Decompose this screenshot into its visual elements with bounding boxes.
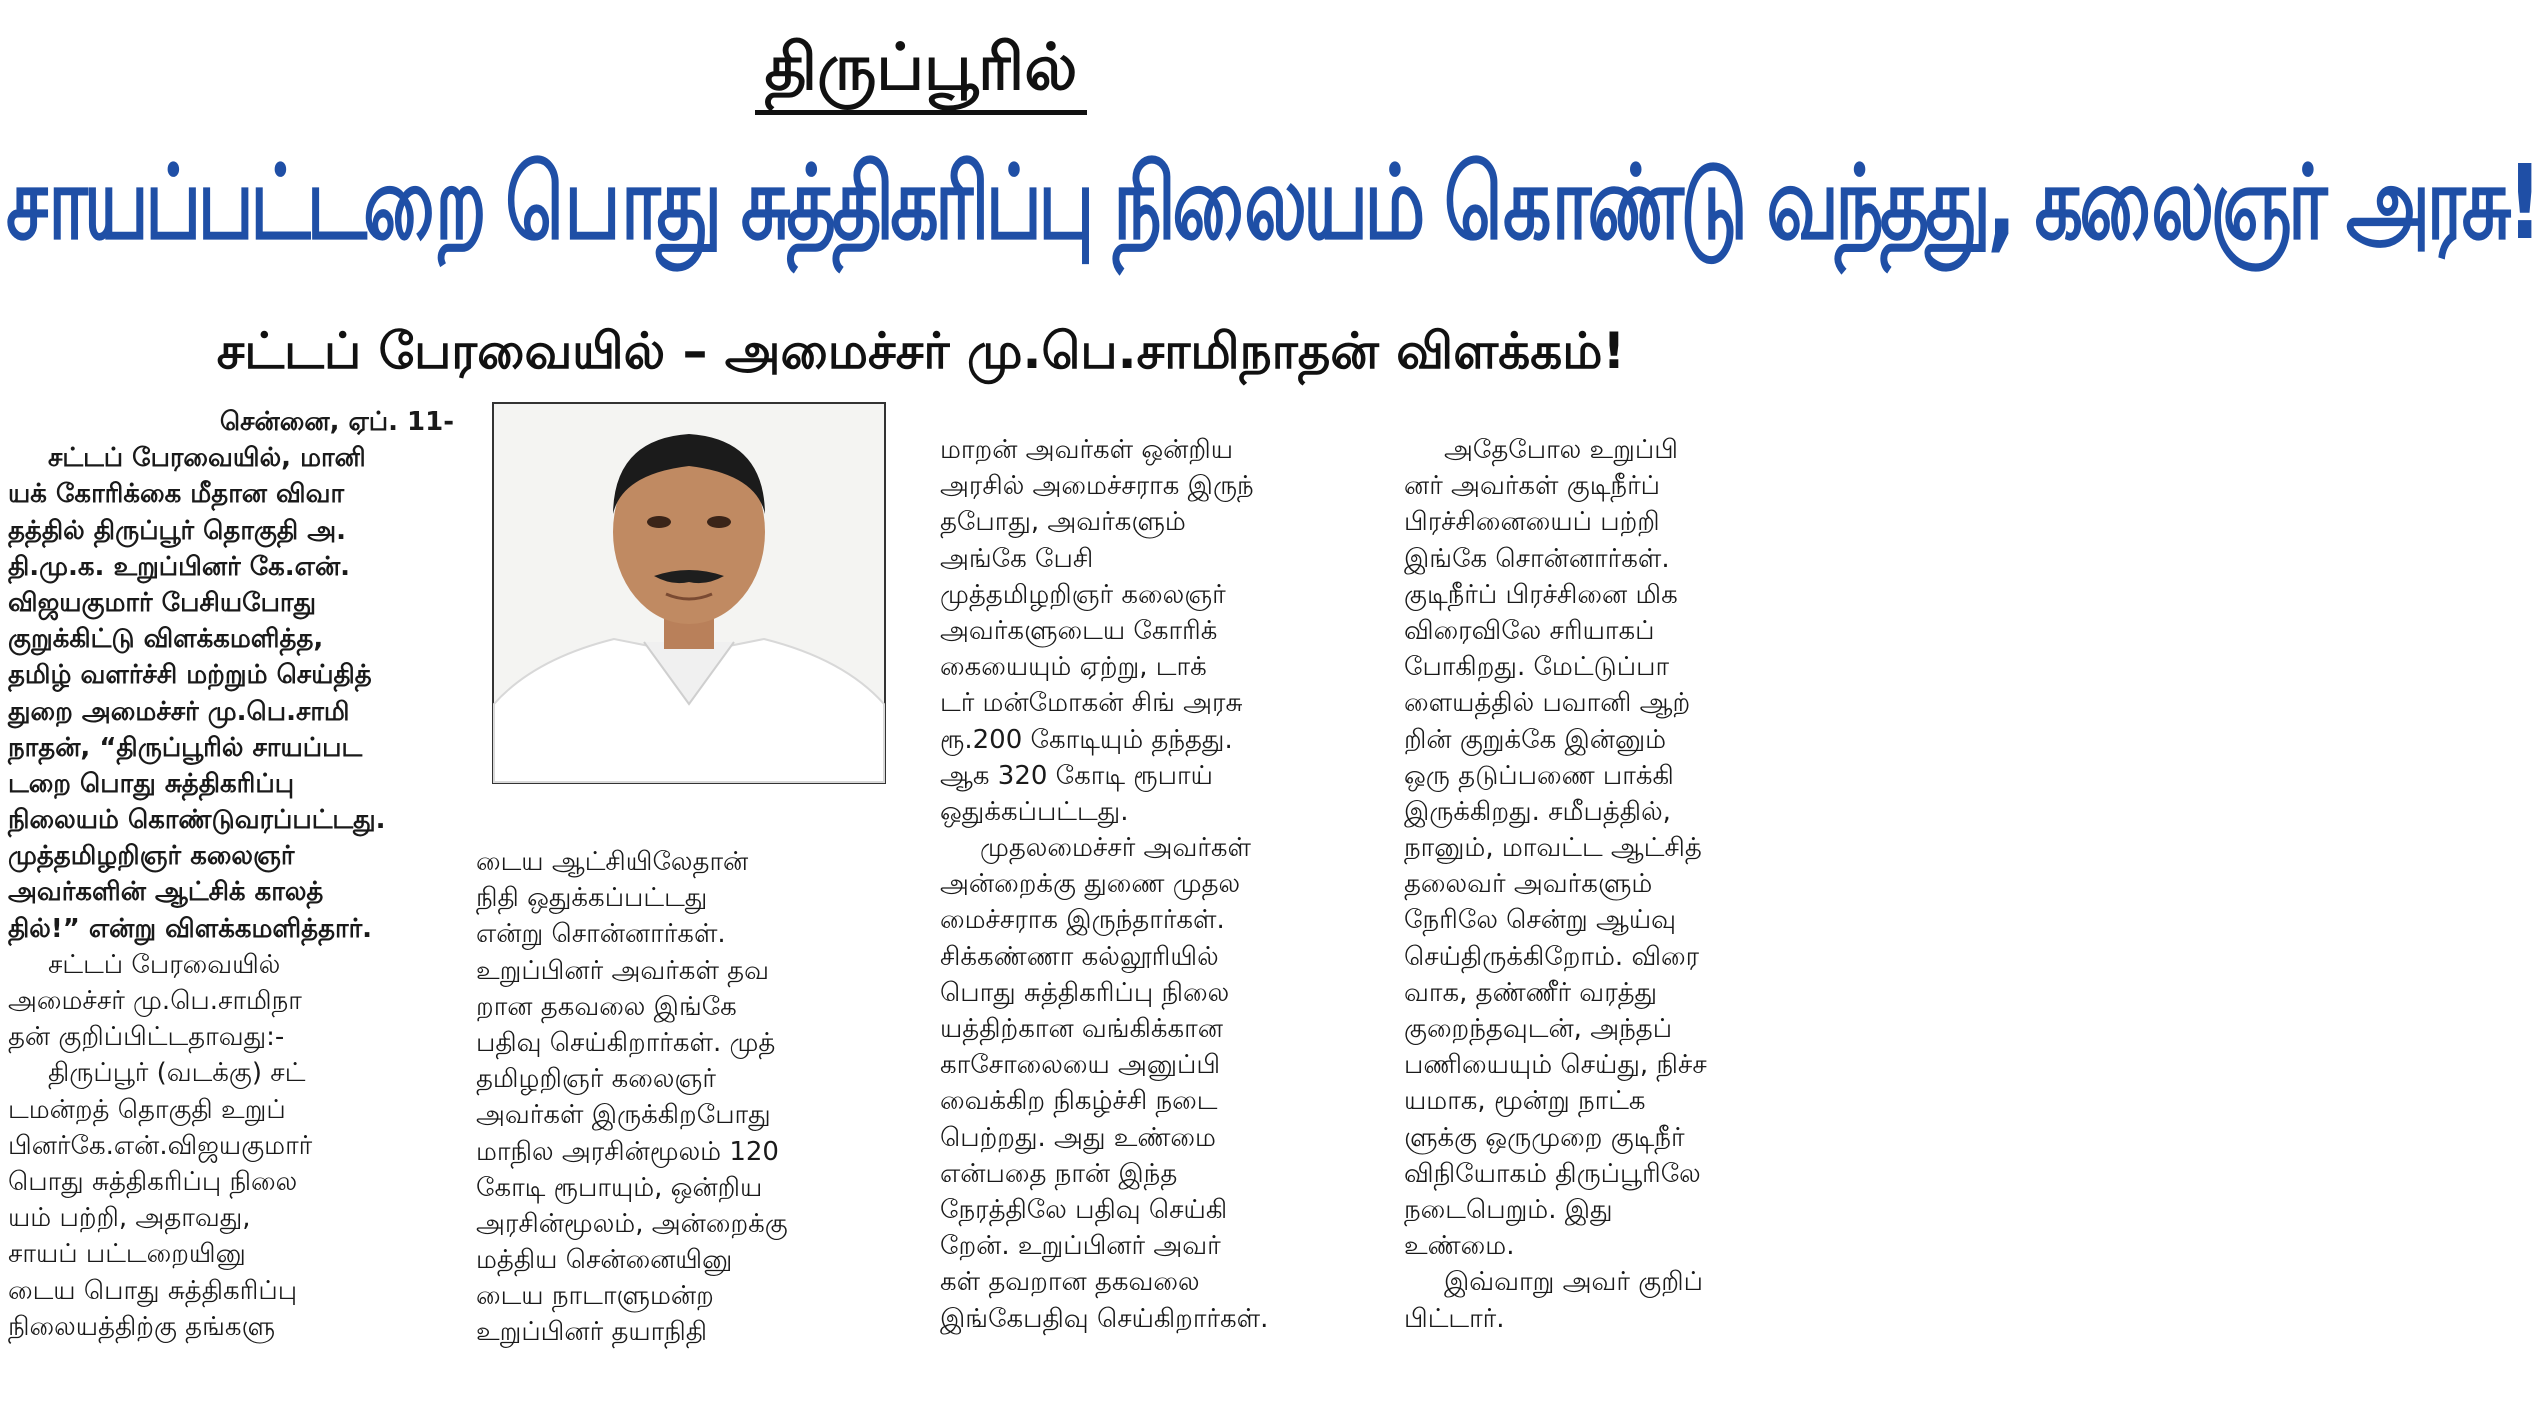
column-line: நிதி ஒதுக்கப்பட்டது — [476, 883, 708, 914]
kicker-text: திருப்பூரில் — [755, 28, 1088, 115]
column-line: பெற்றது. அது உண்மை — [940, 1122, 1216, 1153]
column-line: முதலமைச்சர் அவர்கள் — [980, 833, 1252, 864]
column-line: ரூ.200 கோடியும் தந்தது. — [940, 724, 1233, 755]
column-line: விஜயகுமார் பேசியபோது — [8, 587, 317, 618]
column-line: பதிவு செய்கிறார்கள். முத் — [476, 1027, 776, 1058]
article-column-4 — [1404, 432, 1838, 1337]
column-line: யம் பற்றி, அதாவது, — [8, 1203, 251, 1234]
column-line: அரசில் அமைச்சராக இருந் — [940, 471, 1254, 502]
column-line: நிலையம் கொண்டுவரப்பட்டது. — [8, 805, 386, 836]
column-line: தபோது, அவர்களும் — [940, 507, 1186, 538]
column-line: றேன். உறுப்பினர் அவர் — [940, 1231, 1221, 1262]
column-line: பொது சுத்திகரிப்பு நிலை — [940, 977, 1230, 1008]
column-line: விநியோகம் திருப்பூரிலே — [1404, 1158, 1701, 1189]
column-line: நிலையத்திற்கு தங்களு — [8, 1311, 276, 1342]
column-line: ஆக 320 கோடி ரூபாய் — [940, 760, 1213, 791]
column-line: ஒதுக்கப்பட்டது. — [940, 796, 1129, 827]
column-line: பிரச்சினையைப் பற்றி — [1404, 507, 1660, 538]
column-line: யக் கோரிக்கை மீதான விவா — [8, 479, 345, 510]
column-line: முத்தமிழறிஞர் கலைஞர் — [8, 841, 295, 872]
column-line: சாயப் பட்டறையினு — [8, 1239, 246, 1270]
column-line: ளையத்தில் பவானி ஆற் — [1404, 688, 1691, 719]
column-line: றின் குறுக்கே இன்னும் — [1404, 724, 1667, 755]
column-line: உறுப்பினர் அவர்கள் தவ — [476, 955, 769, 986]
column-line: செய்திருக்கிறோம். விரை — [1404, 941, 1700, 972]
column-line: மத்திய சென்னையினு — [476, 1245, 733, 1276]
column-line: நேரத்திலே பதிவு செய்கி — [940, 1194, 1228, 1225]
column-line: அவர்களின் ஆட்சிக் காலத் — [8, 877, 324, 908]
column-line: ளுக்கு ஒருமுறை குடிநீர் — [1404, 1122, 1685, 1153]
column-line: பினர்கே.என்.விஜயகுமார் — [8, 1130, 313, 1161]
column-line: தத்தில் திருப்பூர் தொகுதி அ. — [8, 515, 347, 546]
column-line: போகிறது. மேட்டுப்பா — [1404, 652, 1670, 683]
column-line: நானும், மாவட்ட ஆட்சித் — [1404, 833, 1702, 864]
column-line: துறை அமைச்சர் மு.பெ.சாமி — [8, 696, 350, 727]
column-line: இங்கே சொன்னார்கள். — [1404, 543, 1670, 574]
column-line: வாக, தண்ணீர் வரத்து — [1404, 977, 1658, 1008]
column-line: நடைபெறும். இது — [1404, 1194, 1613, 1225]
column-line: வைக்கிற நிகழ்ச்சி நடை — [940, 1086, 1218, 1117]
column-line: அங்கே பேசி — [940, 543, 1094, 574]
article-column-3 — [940, 432, 1380, 1337]
column-line: கள் தவறான தகவலை — [940, 1267, 1200, 1298]
column-line: டர் மன்மோகன் சிங் அரசு — [940, 688, 1243, 719]
column-line: சட்டப் பேரவையில் — [48, 949, 281, 980]
column-line: இருக்கிறது. சமீபத்தில், — [1404, 796, 1671, 827]
column-line: அமைச்சர் மு.பெ.சாமிநா — [8, 986, 302, 1016]
column-line: டைய பொது சுத்திகரிப்பு — [8, 1275, 298, 1306]
kicker-heading — [0, 28, 1842, 115]
column-line: டைய நாடாளுமன்ற — [476, 1281, 714, 1312]
column-line: திருப்பூர் (வடக்கு) சட் — [48, 1058, 306, 1089]
column-line: அவர்கள் இருக்கிறபோது — [476, 1100, 771, 1131]
subheadline: சட்டப் பேரவையில் – அமைச்சர் மு.பெ.சாமிநாதன் விளக்கம்! — [216, 322, 1626, 380]
column-line: டமன்றத் தொகுதி உறுப் — [8, 1094, 286, 1125]
headline: சாயப்பட்டறை பொது சுத்திகரிப்பு நிலையம் கொண்டு வந்தது, கலைஞர் அரசு! — [6, 142, 2538, 263]
column-line: யத்திற்கான வங்கிக்கான — [940, 1014, 1223, 1044]
column-line: நாதன், “திருப்பூரில் சாயப்பட — [8, 732, 363, 763]
column-line: குறுக்கிட்டு விளக்கமளித்த, — [8, 624, 324, 655]
column-line: பிட்டார். — [1404, 1303, 1505, 1334]
column-line: முத்தமிழறிஞர் கலைஞர் — [940, 579, 1226, 610]
column-line: அவர்களுடைய கோரிக் — [940, 615, 1218, 646]
column-line: பணியையும் செய்து, நிச்ச — [1404, 1050, 1707, 1081]
column-line: குறைந்தவுடன், அந்தப் — [1404, 1014, 1673, 1044]
column-line: சட்டப் பேரவையில், மானி — [48, 443, 366, 474]
column-line: உண்மை. — [1404, 1231, 1515, 1262]
column-line: என்பதை நான் இந்த — [940, 1158, 1178, 1189]
dateline: சென்னை, ஏப். 11- — [219, 407, 454, 437]
column-line: தில்!” என்று விளக்கமளித்தார். — [8, 913, 373, 944]
column-line: உறுப்பினர் தயாநிதி — [476, 1317, 708, 1348]
column-line: காசோலையை அனுப்பி — [940, 1050, 1221, 1081]
column-line: இவ்வாறு அவர் குறிப் — [1444, 1267, 1703, 1298]
column-line: யமாக, மூன்று நாட்க — [1404, 1086, 1646, 1117]
column-line: அதேபோல உறுப்பி — [1444, 435, 1678, 465]
minister-photo — [492, 402, 886, 784]
column-line: தமிழறிஞர் கலைஞர் — [476, 1064, 716, 1095]
column-line: கையையும் ஏற்று, டாக் — [940, 652, 1207, 683]
column-line: அரசின்மூலம், அன்றைக்கு — [476, 1208, 788, 1239]
column-line: டைய ஆட்சியிலேதான் — [476, 847, 749, 877]
column-line: நேரிலே சென்று ஆய்வு — [1404, 905, 1677, 936]
column-line: இங்கேபதிவு செய்கிறார்கள். — [940, 1303, 1269, 1334]
column-line: ஒரு தடுப்பணை பாக்கி — [1404, 760, 1674, 791]
column-line: குடிநீர்ப் பிரச்சினை மிக — [1404, 579, 1678, 610]
column-line: அன்றைக்கு துணை முதல — [940, 869, 1241, 900]
column-line: மாறன் அவர்கள் ஒன்றிய — [940, 435, 1234, 465]
article-column-2 — [476, 844, 912, 1351]
column-line: என்று சொன்னார்கள். — [476, 919, 726, 950]
article-column-1 — [8, 404, 454, 1345]
column-line: தமிழ் வளர்ச்சி மற்றும் செய்தித் — [8, 660, 372, 691]
column-line: றான தகவலை இங்கே — [476, 991, 737, 1022]
column-line: மைச்சராக இருந்தார்கள். — [940, 905, 1225, 936]
column-line: பொது சுத்திகரிப்பு நிலை — [8, 1166, 298, 1197]
column-line: னர் அவர்கள் குடிநீர்ப் — [1404, 471, 1661, 502]
column-line: தன் குறிப்பிட்டதாவது:- — [8, 1022, 285, 1053]
column-line: விரைவிலே சரியாகப் — [1404, 615, 1655, 646]
column-line: சிக்கண்ணா கல்லூரியில் — [940, 941, 1219, 972]
column-line: கோடி ரூபாயும், ஒன்றிய — [476, 1172, 763, 1203]
column-line: டறை பொது சுத்திகரிப்பு — [8, 768, 295, 799]
portrait-photo-icon — [494, 404, 884, 782]
column-line: தி.மு.க. உறுப்பினர் கே.என். — [8, 551, 351, 582]
column-line: தலைவர் அவர்களும் — [1404, 869, 1653, 900]
column-line: மாநில அரசின்மூலம் 120 — [476, 1136, 779, 1167]
